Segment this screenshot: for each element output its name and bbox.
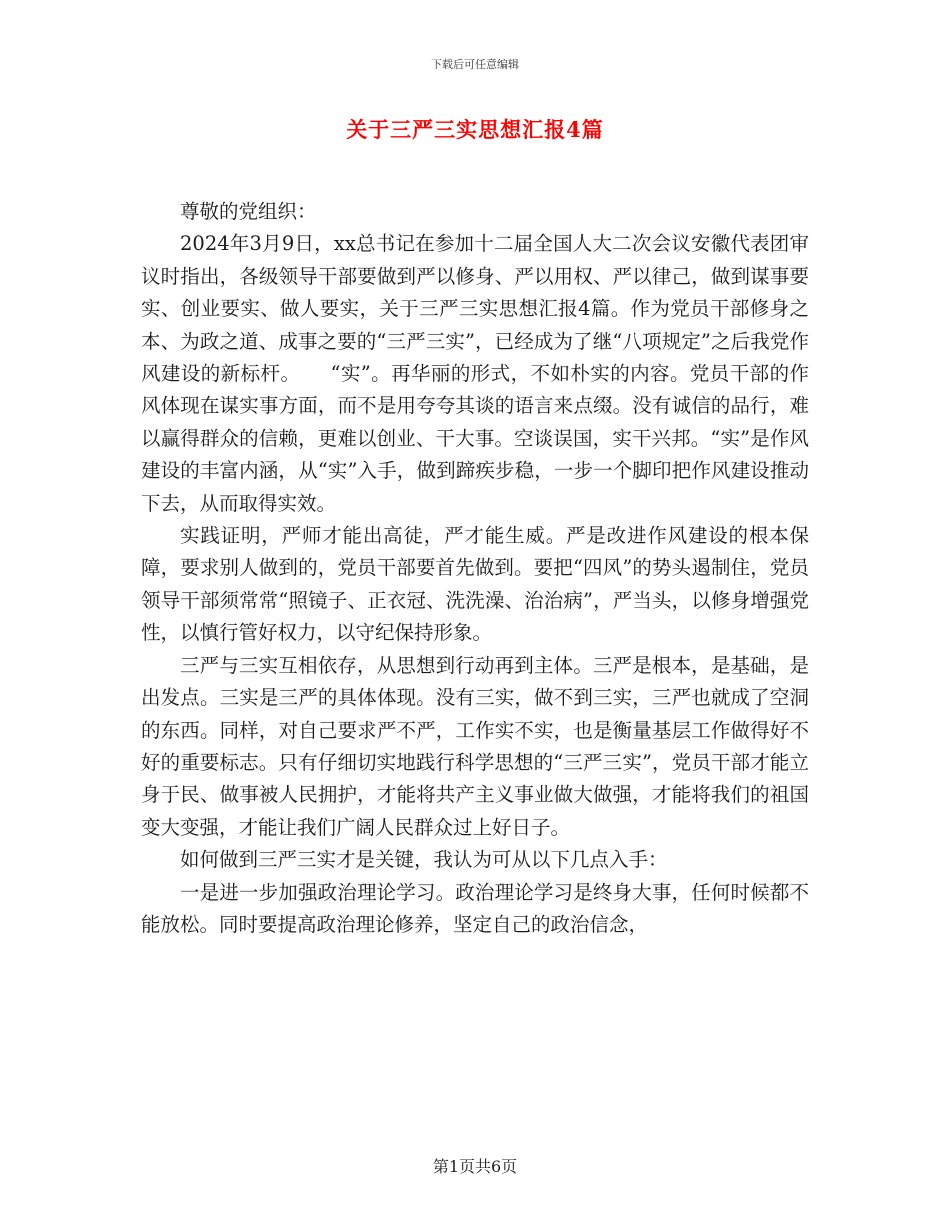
paragraph: 2024年3月9日，xx总书记在参加十二届全国人大二次会议安徽代表团审议时指出，各级领导干部要做到严以修身、严以用权、严以律己，做到谋事要实、创业要实、做人要实，关于三严三实思想汇报4篇。作为党员干部修身之本、为政之道、成事之要的“三严三实”，已经成为了继“八项规定”之后我党作风建设的新标杆。 “实”。再华丽的形式，不如朴实的内容。党员干部的作风体现在谋实事方面，而不是用夸夸其谈的语言来点缀。没有诚信的品行，难以赢得群众的信赖，更难以创业、干大事。空谈误国，实干兴邦。“实”是作风建设的丰富内涵，从“实”入手，做到蹄疾步稳，一步一个脚印把作风建设推动下去，从而取得实效。	[141, 232, 809, 515]
page-number: 第1页共6页	[432, 1157, 518, 1176]
greeting: 尊敬的党组织：	[180, 200, 317, 223]
paragraph: 三严与三实互相依存，从思想到行动再到主体。三严是根本，是基础，是出发点。三实是三严的具体体现。没有三实，做不到三实，三严也就成了空洞的东西。同样，对自己要求严不严，工作实不实，也是衡量基层工作做得好不好的重要标志。只有仔细切实地践行科学思想的“三严三实”，党员干部才能立身于民、做事被人民拥护，才能将共产主义事业做大做强，才能将我们的祖国变大变强，才能让我们广阔人民群众过上好日子。	[141, 653, 809, 839]
document-title: 关于三严三实思想汇报4篇	[346, 117, 604, 142]
paragraph: 一是进一步加强政治理论学习。政治理论学习是终身大事，任何时候都不能放松。同时要提高政治理论修养，坚定自己的政治信念，	[141, 880, 809, 936]
document-body	[141, 196, 809, 941]
paragraph: 如何做到三严三实才是关键，我认为可从以下几点入手：	[180, 848, 668, 872]
paragraph: 实践证明，严师才能出高徒，严才能生威。严是改进作风建设的根本保障，要求别人做到的，党员干部要首先做到。要把“四风”的势头遏制住，党员领导干部须常常“照镜子、正衣冠、洗洗澡、治治病”，严当头，以修身增强党性，以慎行管好权力，以守纪保持形象。	[141, 524, 809, 645]
page-header-note: 下载后可任意编辑	[431, 58, 519, 71]
